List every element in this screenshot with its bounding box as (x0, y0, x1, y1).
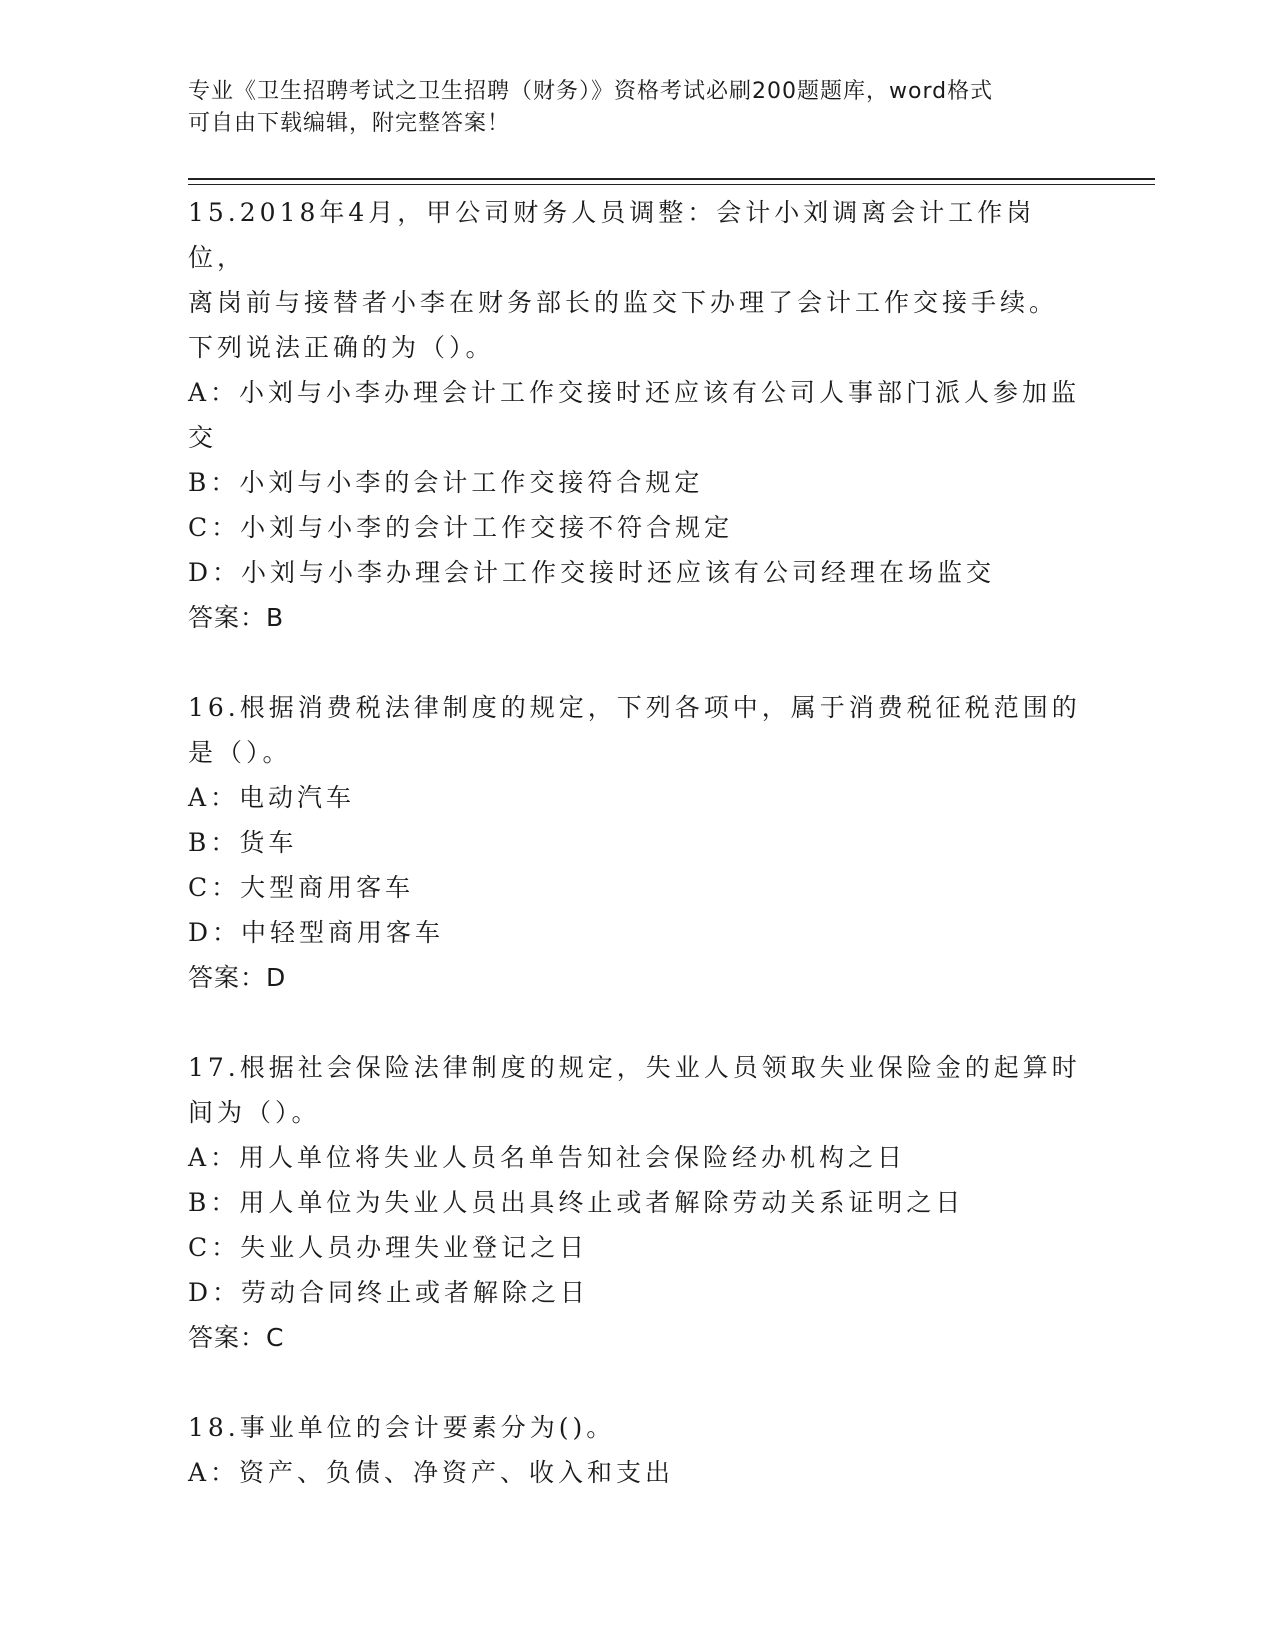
option-b: B：用人单位为失业人员出具终止或者解除劳动关系证明之日 (188, 1188, 965, 1217)
option-b: B：货车 (188, 828, 298, 857)
option-d: D：中轻型商用客车 (188, 918, 445, 947)
question-17 (188, 1045, 1088, 1360)
question-spacer (188, 1360, 1088, 1405)
question-15 (188, 190, 1088, 640)
answer-line: 答案：C (188, 1323, 285, 1352)
header-line-1: 专业《卫生招聘考试之卫生招聘（财务）》资格考试必刷200题题库，word格式 (188, 79, 994, 104)
option-a: A：用人单位将失业人员名单告知社会保险经办机构之日 (188, 1143, 907, 1172)
question-16 (188, 685, 1088, 1000)
option-c: C：小刘与小李的会计工作交接不符合规定 (188, 513, 734, 542)
question-stem-line: 17.根据社会保险法律制度的规定，失业人员领取失业保险金的起算时 (188, 1053, 1081, 1082)
question-stem-line: 离岗前与接替者小李在财务部长的监交下办理了会计工作交接手续。 (188, 288, 1059, 317)
option-a: A：小刘与小李办理会计工作交接时还应该有公司人事部门派人参加监 (188, 378, 1081, 407)
question-stem-line: 是（）。 (188, 738, 292, 767)
question-list (188, 190, 1088, 1495)
question-18 (188, 1405, 1088, 1495)
question-stem-line: 16.根据消费税法律制度的规定，下列各项中，属于消费税征税范围的 (188, 693, 1081, 722)
question-spacer (188, 1000, 1088, 1045)
question-spacer (188, 640, 1088, 685)
answer-line: 答案：B (188, 603, 285, 632)
option-a: A：资产、负债、净资产、收入和支出 (188, 1458, 675, 1487)
answer-line: 答案：D (188, 963, 287, 992)
header-divider-thick (188, 178, 1155, 180)
option-d: D：小刘与小李办理会计工作交接时还应该有公司经理在场监交 (188, 558, 996, 587)
option-b: B：小刘与小李的会计工作交接符合规定 (188, 468, 704, 497)
header-line-2: 可自由下载编辑，附完整答案！ (188, 111, 511, 136)
option-a-continued: 交 (188, 423, 218, 452)
question-stem-line: 18.事业单位的会计要素分为()。 (188, 1413, 616, 1442)
option-c: C：失业人员办理失业登记之日 (188, 1233, 589, 1262)
question-stem-line: 下列说法正确的为（）。 (188, 333, 495, 362)
question-stem-line: 间为（）。 (188, 1098, 321, 1127)
question-stem-line: 15.2018年4月，甲公司财务人员调整：会计小刘调离会计工作岗位， (188, 198, 1036, 272)
option-a: A：电动汽车 (188, 783, 356, 812)
header-divider-thin (188, 184, 1155, 185)
document-header (188, 76, 1088, 140)
option-c: C：大型商用客车 (188, 873, 415, 902)
option-d: D：劳动合同终止或者解除之日 (188, 1278, 590, 1307)
